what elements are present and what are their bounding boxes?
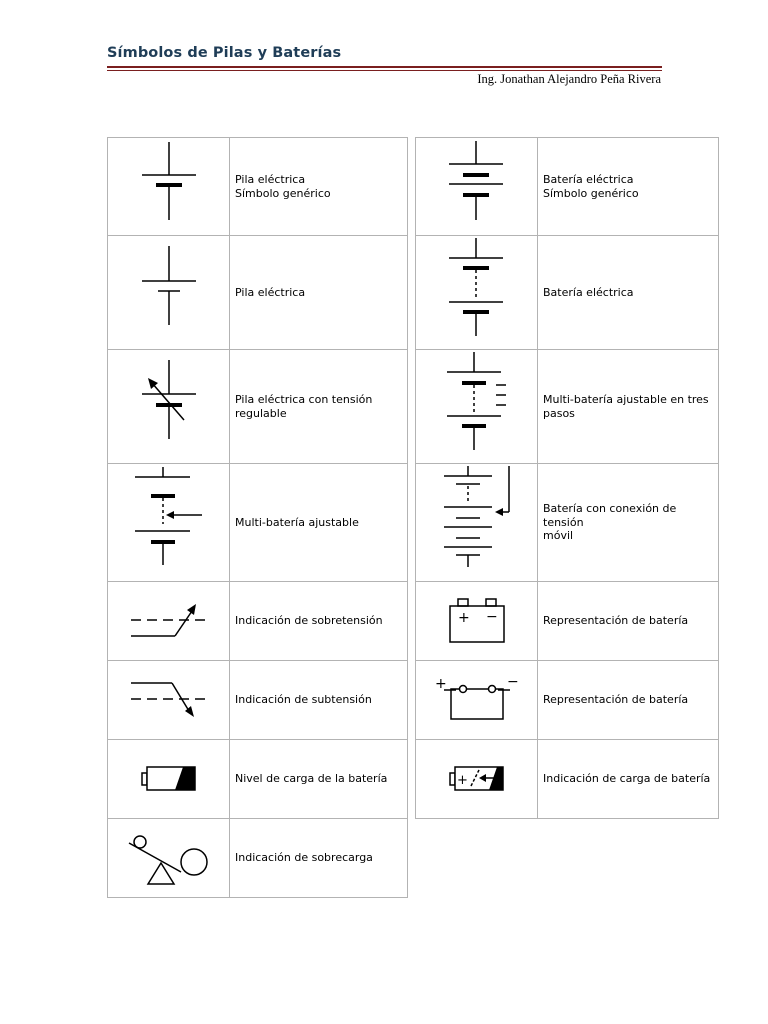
label-cell — [230, 464, 408, 582]
table-row — [108, 661, 408, 740]
header-rule — [107, 66, 662, 68]
icon-cell — [108, 740, 230, 819]
cell-icon — [108, 236, 229, 349]
author-name: Ing. Jonathan Alejandro Peña Rivera — [477, 72, 661, 86]
label-cell — [230, 236, 408, 350]
icon-cell — [108, 819, 230, 898]
symbol-name: Batería eléctrica — [543, 173, 634, 186]
plus-sign: + — [435, 676, 447, 692]
battery-charging-icon — [416, 740, 537, 818]
icon-cell — [108, 661, 230, 740]
table-row — [416, 740, 719, 819]
table-row — [416, 582, 719, 661]
table-row — [416, 661, 719, 740]
battery-generic-icon — [416, 138, 537, 235]
icon-cell — [416, 350, 538, 464]
battery-representation-icon — [416, 582, 537, 660]
label-cell — [538, 236, 719, 350]
table-row — [108, 138, 408, 236]
label-cell — [538, 661, 719, 740]
icon-cell — [108, 138, 230, 236]
table-row — [108, 350, 408, 464]
label-cell — [538, 464, 719, 582]
table-row — [108, 236, 408, 350]
symbol-name: Multi-batería ajustable en tres — [543, 393, 709, 406]
icon-cell — [416, 138, 538, 236]
undervoltage-icon — [108, 661, 229, 739]
table-row — [108, 464, 408, 582]
icon-cell — [108, 582, 230, 661]
symbol-name: Indicación de carga de batería — [543, 772, 711, 786]
symbol-name-cont: regulable — [235, 406, 287, 420]
battery-level-icon — [108, 740, 229, 818]
symbol-name: Pila eléctrica — [235, 173, 306, 186]
header-rule-thin — [107, 70, 662, 71]
symbol-name: Indicación de sobretensión — [235, 614, 383, 628]
icon-cell — [416, 236, 538, 350]
minus-sign: − — [486, 609, 498, 625]
symbol-name: Pila eléctrica con tensión — [235, 393, 373, 406]
symbol-name: Representación de batería — [543, 693, 689, 707]
label-cell — [230, 582, 408, 661]
symbol-name-cont: Símbolo genérico — [543, 186, 639, 200]
overload-icon — [108, 819, 229, 897]
label-cell — [538, 740, 719, 819]
symbol-name: Batería con conexión de tensión — [543, 502, 677, 529]
adjustable-cell-icon — [108, 350, 229, 463]
label-cell — [230, 661, 408, 740]
icon-cell — [416, 740, 538, 819]
icon-cell — [416, 661, 538, 740]
table-row — [108, 740, 408, 819]
icon-cell — [416, 464, 538, 582]
symbol-name-cont: móvil — [543, 529, 574, 543]
symbol-name: Pila eléctrica — [235, 285, 306, 299]
battery-icon — [416, 236, 537, 349]
icon-cell — [416, 582, 538, 661]
minus-sign: − — [507, 674, 519, 690]
label-cell — [538, 138, 719, 236]
symbol-name: Batería eléctrica — [543, 285, 634, 299]
cell-generic-icon — [108, 138, 229, 235]
label-cell — [230, 350, 408, 464]
table-row — [108, 819, 408, 898]
table-row — [416, 350, 719, 464]
left-symbol-table — [107, 137, 408, 898]
right-symbol-table — [415, 137, 719, 819]
overvoltage-icon — [108, 582, 229, 660]
symbol-name: Multi-batería ajustable — [235, 515, 359, 529]
table-row — [416, 236, 719, 350]
page-title: Símbolos de Pilas y Baterías — [107, 45, 342, 61]
table-row — [416, 464, 719, 582]
plus-sign: + — [457, 773, 468, 788]
label-cell — [538, 582, 719, 661]
symbol-name-cont: pasos — [543, 406, 575, 420]
symbol-name-cont: Símbolo genérico — [235, 186, 331, 200]
three-step-multi-battery-icon — [416, 350, 537, 463]
table-row — [108, 582, 408, 661]
symbol-name: Indicación de sobrecarga — [235, 851, 373, 865]
label-cell — [538, 350, 719, 464]
adjustable-multi-battery-icon — [108, 464, 229, 581]
label-cell — [230, 138, 408, 236]
icon-cell — [108, 464, 230, 582]
movable-tap-battery-icon — [416, 464, 537, 581]
battery-representation-alt-icon — [416, 661, 537, 739]
label-cell — [230, 819, 408, 898]
icon-cell — [108, 350, 230, 464]
label-cell — [230, 740, 408, 819]
symbol-name: Indicación de subtensión — [235, 693, 372, 707]
table-row — [416, 138, 719, 236]
icon-cell — [108, 236, 230, 350]
symbol-name: Nivel de carga de la batería — [235, 772, 388, 786]
symbol-name: Representación de batería — [543, 614, 689, 628]
plus-sign: + — [458, 610, 470, 626]
